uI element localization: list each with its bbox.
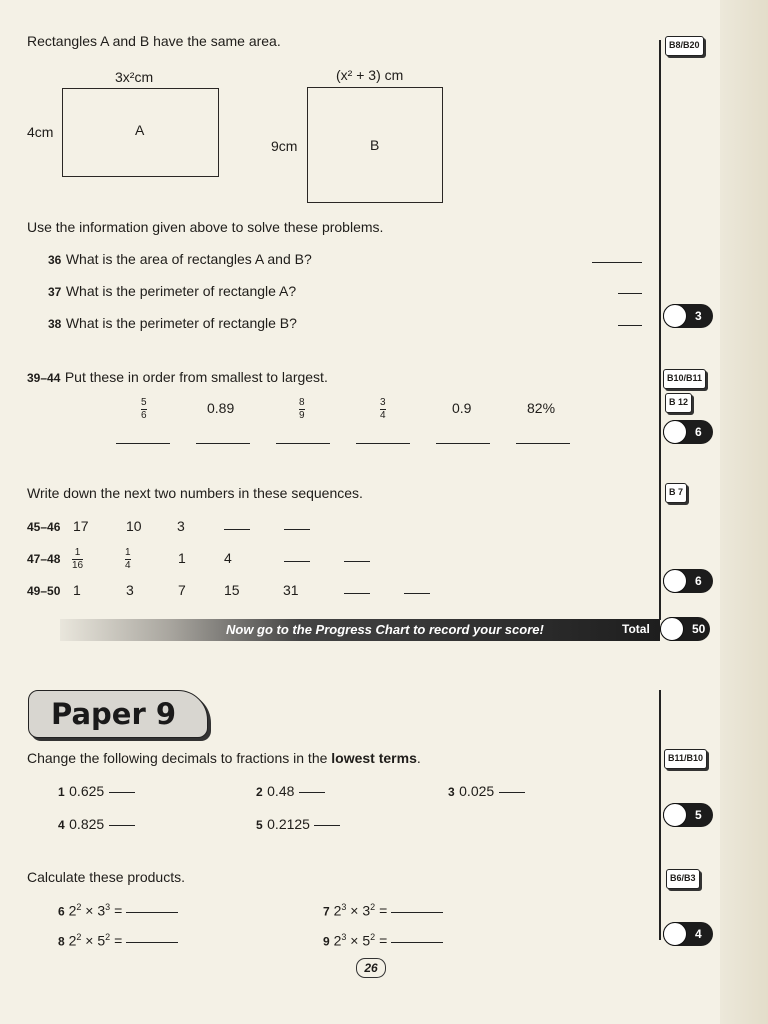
fraction-denominator: 16 xyxy=(72,560,84,571)
page-number: 26 xyxy=(356,958,386,978)
answer-blank[interactable] xyxy=(314,824,340,826)
seq3-term-5: 31 xyxy=(283,582,299,598)
question-39-44 xyxy=(27,369,328,387)
item-number: 2 xyxy=(256,785,263,799)
rect-b-top-label: (x² + 3) cm xyxy=(336,67,404,83)
score-badge xyxy=(663,420,713,444)
answer-blank[interactable] xyxy=(391,941,443,943)
seq3-term-2: 3 xyxy=(126,582,134,598)
sequence-intro: Write down the next two numbers in these sequences. xyxy=(27,485,363,501)
q38-text: What is the perimeter of rectangle B? xyxy=(65,315,297,331)
total-score-badge xyxy=(660,617,710,641)
seq3-answer-blank-2[interactable] xyxy=(404,592,430,594)
q38-number: 38 xyxy=(48,317,62,331)
fraction-numerator: 1 xyxy=(125,547,131,558)
seq2-number: 47–48 xyxy=(27,552,61,566)
fraction-numerator: 5 xyxy=(141,397,147,408)
item-value: 0.625 xyxy=(69,783,105,799)
equals-symbol: = xyxy=(379,902,388,919)
seq2-term-4: 4 xyxy=(224,550,232,566)
book-reference-icon: B6/B3 xyxy=(666,869,700,889)
q36-number: 36 xyxy=(48,253,62,267)
paper-heading-tab xyxy=(28,690,208,738)
item-number: 5 xyxy=(256,818,263,832)
order-answer-blank-2[interactable] xyxy=(196,442,250,444)
times-symbol: × xyxy=(350,932,359,949)
order-answer-blank-1[interactable] xyxy=(116,442,170,444)
question-36 xyxy=(48,251,312,269)
exponent: 2 xyxy=(105,932,111,942)
decimals-intro-text: Change the following decimals to fractions in the xyxy=(27,750,332,766)
answer-blank[interactable] xyxy=(391,911,443,913)
q37-number: 37 xyxy=(48,285,62,299)
rect-a-label: A xyxy=(135,122,145,138)
base: 3 xyxy=(362,902,371,919)
fraction-numerator: 3 xyxy=(380,397,386,408)
exponent: 3 xyxy=(105,902,111,912)
order-answer-blank-4[interactable] xyxy=(356,442,410,444)
decimal-item-5 xyxy=(256,816,340,834)
fraction-denominator: 9 xyxy=(299,410,305,421)
item-value: 0.825 xyxy=(69,816,105,832)
score-max: 6 xyxy=(695,574,702,588)
times-symbol: × xyxy=(85,932,94,949)
order-fraction-3 xyxy=(299,398,305,421)
intro-text: Rectangles A and B have the same area. xyxy=(27,33,281,49)
fraction-denominator: 6 xyxy=(141,410,147,421)
rect-b-label: B xyxy=(370,137,380,153)
q38-answer-blank[interactable] xyxy=(618,324,642,326)
item-number: 1 xyxy=(58,785,65,799)
order-fraction-4 xyxy=(380,398,386,421)
total-label: Total xyxy=(622,622,650,636)
answer-blank[interactable] xyxy=(109,824,135,826)
base: 2 xyxy=(68,932,77,949)
q36-text: What is the area of rectangles A and B? xyxy=(65,251,312,267)
decimals-intro-end: . xyxy=(416,750,421,766)
book-reference-icon: B11/B10 xyxy=(664,749,707,769)
score-max: 4 xyxy=(695,927,702,941)
fraction-numerator: 1 xyxy=(74,547,81,558)
score-entry-circle[interactable] xyxy=(660,617,684,641)
base: 3 xyxy=(97,902,106,919)
book-reference-icon: B8/B20 xyxy=(665,36,704,56)
product-item-6 xyxy=(58,902,178,919)
order-answer-blank-6[interactable] xyxy=(516,442,570,444)
q36-answer-blank[interactable] xyxy=(592,261,642,263)
base: 2 xyxy=(68,902,77,919)
book-reference-icon: B 12 xyxy=(665,393,692,413)
rect-a-top-label: 3x²cm xyxy=(115,69,154,85)
item-value: 0.2125 xyxy=(267,816,310,832)
paper-title: Paper 9 xyxy=(51,697,177,731)
order-value-6: 82% xyxy=(527,400,556,416)
progress-banner-text: Now go to the Progress Chart to record your score! xyxy=(226,622,544,637)
seq2-fraction-1 xyxy=(72,548,83,571)
decimal-item-3 xyxy=(448,783,525,801)
decimals-intro xyxy=(27,750,421,766)
exponent: 2 xyxy=(76,902,82,912)
answer-blank[interactable] xyxy=(126,911,178,913)
equals-symbol: = xyxy=(379,932,388,949)
q37-text: What is the perimeter of rectangle A? xyxy=(65,283,297,299)
seq2-answer-blank-2[interactable] xyxy=(344,560,370,562)
base: 5 xyxy=(362,932,371,949)
decimal-item-2 xyxy=(256,783,325,801)
seq2-answer-blank-1[interactable] xyxy=(284,560,310,562)
exponent: 2 xyxy=(76,932,82,942)
product-item-7 xyxy=(323,902,443,919)
page-edge xyxy=(720,0,768,1024)
base: 2 xyxy=(333,932,342,949)
times-symbol: × xyxy=(350,902,359,919)
item-value: 0.48 xyxy=(267,783,295,799)
seq3-number: 49–50 xyxy=(27,584,61,598)
item-number: 7 xyxy=(323,904,330,919)
seq1-answer-blank-1[interactable] xyxy=(224,528,250,530)
seq3-term-1: 1 xyxy=(73,582,81,598)
question-37 xyxy=(48,283,296,301)
order-value-5: 0.9 xyxy=(452,400,472,416)
score-badge xyxy=(663,304,713,328)
rect-b-side-label: 9cm xyxy=(271,138,298,154)
products-intro: Calculate these products. xyxy=(27,869,185,885)
book-reference-icon: B10/B11 xyxy=(663,369,706,389)
q37-answer-blank[interactable] xyxy=(618,292,642,294)
score-entry-circle[interactable] xyxy=(663,803,687,827)
question-38 xyxy=(48,315,297,333)
fraction-numerator: 8 xyxy=(299,397,305,408)
exponent: 2 xyxy=(370,902,376,912)
base: 5 xyxy=(97,932,106,949)
fraction-denominator: 4 xyxy=(125,560,131,571)
answer-blank[interactable] xyxy=(126,941,178,943)
seq3-term-3: 7 xyxy=(178,582,186,598)
score-badge xyxy=(663,569,713,593)
exponent: 3 xyxy=(341,902,347,912)
margin-rule-bottom xyxy=(659,690,661,940)
score-entry-circle[interactable] xyxy=(663,304,687,328)
decimal-item-4 xyxy=(58,816,135,834)
rect-a-side-label: 4cm xyxy=(27,124,54,140)
score-entry-circle[interactable] xyxy=(663,569,687,593)
fraction-denominator: 4 xyxy=(380,410,386,421)
seq2-fraction-2 xyxy=(125,548,131,571)
seq1-term-1: 17 xyxy=(73,518,89,534)
times-symbol: × xyxy=(85,902,94,919)
score-badge xyxy=(663,922,713,946)
base: 2 xyxy=(333,902,342,919)
item-number: 6 xyxy=(58,904,65,919)
q39-44-text: Put these in order from smallest to largest. xyxy=(64,369,328,385)
seq2-term-3: 1 xyxy=(178,550,186,566)
item-number: 3 xyxy=(448,785,455,799)
book-reference-icon: B 7 xyxy=(665,483,687,503)
answer-blank[interactable] xyxy=(499,791,525,793)
score-badge xyxy=(663,803,713,827)
decimals-intro-emphasis: lowest terms xyxy=(331,750,417,766)
score-entry-circle[interactable] xyxy=(663,420,687,444)
score-entry-circle[interactable] xyxy=(663,922,687,946)
item-number: 8 xyxy=(58,934,65,949)
item-value: 0.025 xyxy=(459,783,495,799)
product-item-9 xyxy=(323,932,443,949)
equals-symbol: = xyxy=(114,932,123,949)
item-number: 9 xyxy=(323,934,330,949)
score-max: 3 xyxy=(695,309,702,323)
answer-blank[interactable] xyxy=(299,791,325,793)
answer-blank[interactable] xyxy=(109,791,135,793)
order-value-2: 0.89 xyxy=(207,400,235,416)
total-score-value: 50 xyxy=(692,622,706,636)
exponent: 3 xyxy=(341,932,347,942)
order-answer-blank-5[interactable] xyxy=(436,442,490,444)
product-item-8 xyxy=(58,932,178,949)
seq1-number: 45–46 xyxy=(27,520,61,534)
seq3-answer-blank-1[interactable] xyxy=(344,592,370,594)
score-max: 6 xyxy=(695,425,702,439)
equals-symbol: = xyxy=(114,902,123,919)
score-max: 5 xyxy=(695,808,702,822)
exponent: 2 xyxy=(370,932,376,942)
margin-rule-top xyxy=(659,40,661,620)
seq1-term-2: 10 xyxy=(126,518,142,534)
decimal-item-1 xyxy=(58,783,135,801)
order-answer-blank-3[interactable] xyxy=(276,442,330,444)
order-fraction-1 xyxy=(141,398,147,421)
seq3-term-4: 15 xyxy=(224,582,240,598)
seq1-answer-blank-2[interactable] xyxy=(284,528,310,530)
q39-44-number: 39–44 xyxy=(27,371,61,385)
use-info-text: Use the information given above to solve these problems. xyxy=(27,219,384,235)
seq1-term-3: 3 xyxy=(177,518,185,534)
item-number: 4 xyxy=(58,818,65,832)
